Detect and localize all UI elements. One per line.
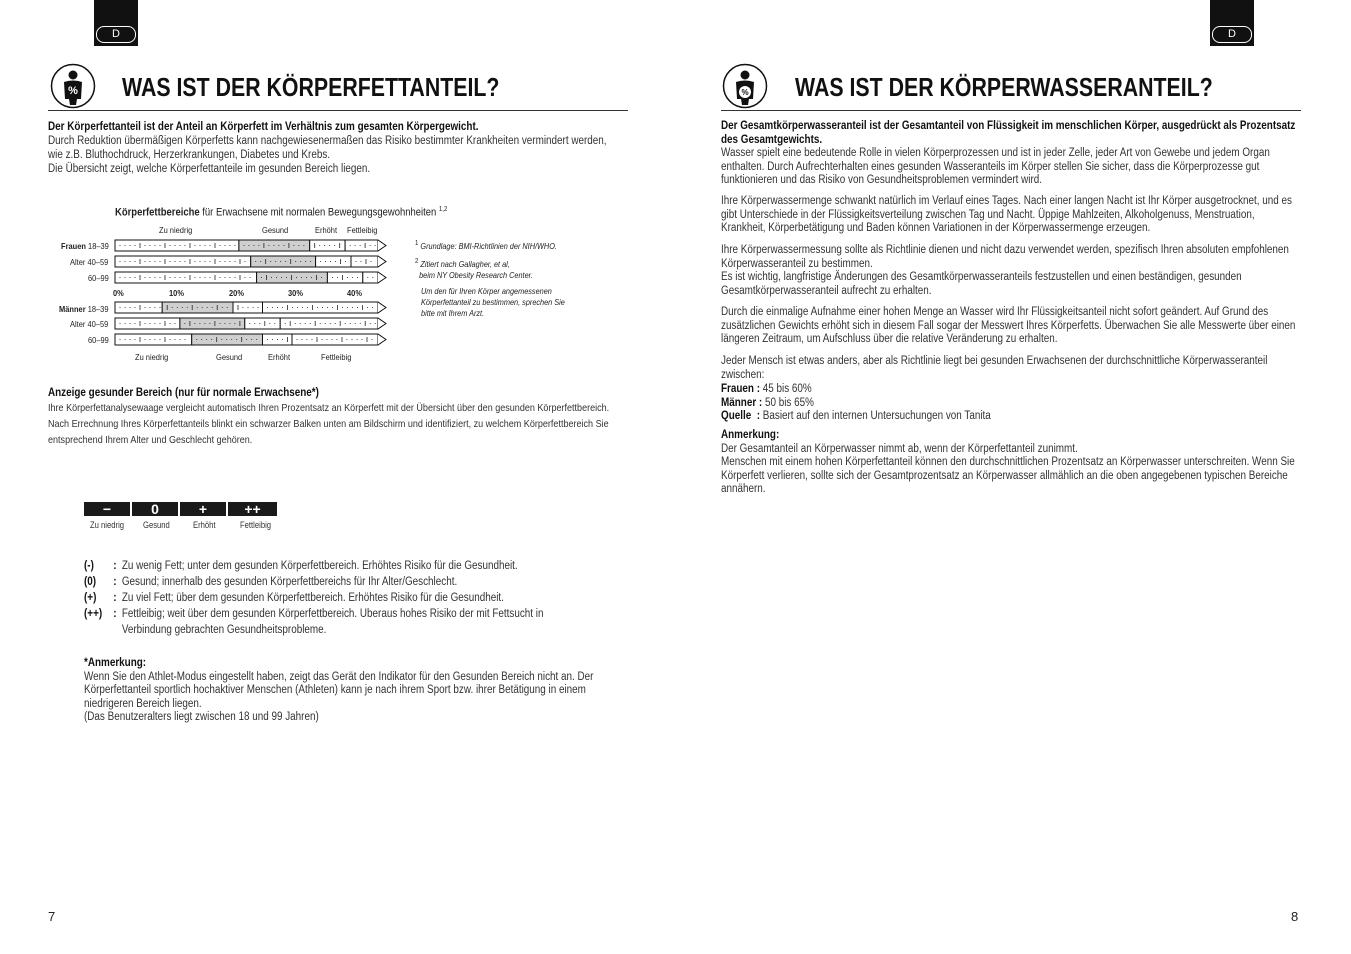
bar-arrow — [378, 272, 386, 283]
water-intro-bold: Der Gesamtkörperwasseranteil ist der Gesamtanteil von Flüssigkeit im menschlichen Körper, ausgedrückt als Prozentsatz des Gesamtgewichts. — [721, 120, 1296, 146]
title-rule — [721, 110, 1301, 111]
language-tab-right — [1210, 0, 1254, 46]
water-note-2: Menschen mit einem hohen Körperfettanteil können den durchschnittlichen Prozentsatz an Körperwasser unterschreiten. Wenn Sie Körperfett verlieren, sollte sich der Gesamtprozentsatz an Körperwasser allmählich an die oben angegebenen typischen Bereiche annähern. — [721, 456, 1295, 495]
language-tab-label: D — [96, 26, 136, 43]
row-age-frauen-18-39: 18–39 — [88, 241, 109, 251]
row-group-maenner: Männer — [59, 304, 86, 314]
definition-key: (+) — [84, 592, 97, 604]
water-p4: Durch die einmalige Aufnahme einer hohen Menge an Wasser wird Ihr Flüssigkeitsanteil nicht sofort geändert. Auf Grund des zusätzlichen Gewichts erhöht sich in diesem Fall sogar der Messwert Ihres Körperfetts. Überwachen Sie alle Messwerte über einen längeren Zeitraum, um Aufschluss über die relative Veränderung zu erhalten. — [721, 306, 1296, 345]
chart-top-label-3: Erhöht — [315, 225, 338, 235]
footnote-2a-text: Zitiert nach Gallagher, et al, — [420, 258, 510, 269]
footnote-1: $^1$ Grundlage: BMI-Richtlinien der NIH/WHO. — [415, 239, 557, 251]
row-group-frauen: Frauen — [61, 241, 86, 251]
intro-bold: Der Körperfettanteil ist der Anteil an Körperfett im Verhältnis zum gesamten Körpergewicht. — [48, 121, 479, 133]
chart-title-sup: 1,2 — [438, 206, 448, 213]
range-key: Männer — [721, 396, 757, 409]
range-value: Basiert auf den internen Untersuchungen von Tanita — [762, 410, 991, 422]
chart-bottom-label-2: Gesund — [216, 352, 243, 362]
chart-top-label-1: Zu niedrig — [159, 225, 193, 235]
row-label-maenner-40-59: Alter 40–59 — [70, 319, 109, 329]
chart-title-bold: Körperfettbereiche — [115, 206, 200, 219]
legend-label-4: Fettleibig — [240, 520, 272, 530]
legend-box-plusplus: ++ — [228, 502, 277, 516]
intro-text-1: Durch Reduktion übermäßigen Körperfetts kann nachgewiesenermaßen das Risiko bestimmter Krankheiten vermindert werden, wie z.B. Bluthochdruck, Herzerkrankungen, Diabetes und Krebs. — [48, 135, 607, 161]
definition-key: (-) — [84, 560, 94, 572]
section-p2: Nach Errechnung Ihres Körperfettanteils blinkt ein schwarzer Balken unten am Bildschirm und identifiziert, zu welchem Körperfettbereich Sie entsprechend Ihrem Alter und Geschlecht gehören. — [48, 418, 609, 446]
legend-box-zero: 0 — [132, 502, 178, 516]
footnote-1-text: Grundlage: BMI-Richtlinien der NIH/WHO. — [420, 240, 557, 251]
definition-plus: (+) : Zu viel Fett; über dem gesunden Körperfettbereich. Erhöhtes Risiko für die Gesundheit. — [84, 592, 504, 604]
intro-text-2: Die Übersicht zeigt, welche Körperfettanteile im gesunden Bereich liegen. — [48, 163, 371, 175]
range-key: Quelle — [721, 410, 752, 422]
water-ranges — [721, 383, 1237, 424]
chart-top-label-2: Gesund — [262, 225, 289, 235]
note-text: Wenn Sie den Athlet-Modus eingestellt haben, zeigt das Gerät den Indikator für den Gesunden Bereich nicht an. Der Körperfettanteil sportlich hochaktiver Menschen (Athleten) kann je nach ihrem Sport bzw. ihrer Betätigung in einem niedrigeren Bereich liegen. — [84, 670, 594, 710]
legend-label-1: Zu niedrig — [90, 520, 125, 530]
axis-tick-20: 20% — [229, 288, 244, 298]
language-tab-label: D — [1212, 26, 1252, 43]
water-p3a: Ihre Körperwassermessung sollte als Richtlinie dienen und nicht dazu verwendet werden, spezifisch Ihren absoluten empfohlenen Körperwasseranteil zu bestimmen. — [721, 244, 1289, 270]
section-heading: Anzeige gesunder Bereich (nur für normale Erwachsene*) — [48, 387, 319, 399]
note-text-2: (Das Benutzeralters liegt zwischen 18 und 99 Jahren) — [84, 711, 319, 723]
definition-text: Gesund; innerhalb des gesunden Körperfettbereichs für Ihr Alter/Geschlecht. — [121, 576, 458, 588]
range-segment — [351, 256, 378, 267]
definition-zero: (0) : Gesund; innerhalb des gesunden Körperfettbereichs für Ihr Alter/Geschlecht. — [84, 576, 458, 588]
range-quelle: Quelle : Basiert auf den internen Untersuchungen von Tanita — [721, 410, 991, 422]
bar-arrow — [378, 240, 386, 251]
page-number-left: 7 — [48, 909, 56, 924]
row-age-maenner-18-39: 18–39 — [87, 304, 109, 314]
legend-label-2: Gesund — [143, 520, 170, 530]
water-p5: Jeder Mensch ist etwas anders, aber als Richtlinie liegt bei gesunden Erwachsenen der durchschnittliche Körperwasseranteil zwischen: — [721, 355, 1268, 381]
section-healthy-range — [48, 386, 620, 448]
legend-box-minus: − — [84, 502, 130, 516]
axis-tick-10: 10% — [169, 288, 184, 298]
note-left — [84, 657, 622, 725]
definition-plusplus: (++) : Fettleibig; weit über dem gesunden Körperfettbereich. Überaus hohes Risiko der mit Fettsucht in Verbindung gebrachten Gesundheitsprobleme. — [84, 608, 544, 636]
footnote-2b-text: beim NY Obesity Research Center. — [419, 269, 533, 280]
chart-title — [115, 206, 447, 219]
note-heading: *Anmerkung: — [84, 657, 147, 669]
title-rule — [48, 110, 628, 111]
bar-arrow — [378, 256, 386, 267]
chart-title-rest: für Erwachsene mit normalen Bewegungsgewohnheiten — [199, 206, 437, 219]
water-intro-text: Wasser spielt eine bedeutende Rolle in vielen Körperprozessen und ist in jeder Zelle, jeder Art von Gewebe und jedem Organ enthalten. Durch Aufrechterhalten eines gesunden Wasseranteils im Körper stellen Sie sicher, dass die Körperprozesse gut funktionieren und das Risiko von Gesundheitsproblemen vermindert wird. — [721, 147, 1270, 186]
page-title: WAS IST DER KÖRPERFETTANTEIL? — [122, 72, 500, 102]
language-tab-left — [94, 0, 138, 46]
definition-text: Zu wenig Fett; unter dem gesunden Körperfettbereich. Erhöhtes Risiko für die Gesundheit. — [121, 560, 518, 572]
row-label-frauen-40-59: Alter 40–59 — [70, 257, 109, 267]
range-segment — [363, 272, 378, 283]
water-intro — [721, 120, 1302, 188]
row-label-frauen-60-99: 60–99 — [88, 273, 109, 283]
page-title: WAS IST DER KÖRPERWASSERANTEIL? — [795, 72, 1213, 102]
water-note-1: Der Gesamtanteil an Körperwasser nimmt ab, wenn der Körperfettanteil zunimmt. — [721, 442, 1078, 455]
intro-paragraph — [48, 120, 620, 176]
footnote-2: $^2$ Zitiert nach Gallagher, et al, beim NY Obesity Research Center. — [415, 257, 533, 280]
definition-minus: (-) : Zu wenig Fett; unter dem gesunden Körperfettbereich. Erhöhtes Risiko für die Gesundheit. — [84, 560, 518, 572]
bar-arrow — [378, 318, 386, 329]
definition-text-cont: Verbindung gebrachten Gesundheitsprobleme. — [121, 624, 327, 636]
page-number-right: 8 — [1291, 909, 1299, 924]
svg-text:%: % — [68, 85, 78, 97]
water-p3b: Es ist wichtig, langfristige Änderungen des Gesamtkörperwasseranteils festzustellen und einen beständigen, gesunden Gesamtkörperwasseranteil aufrecht zu erhalten. — [721, 271, 1242, 297]
definition-key: (0) — [84, 576, 97, 588]
section-p1: Ihre Körperfettanalysewaage vergleicht automatisch Ihren Prozentsatz an Körperfett mit der Übersicht über den gesunden Körperfettbereich. — [48, 402, 610, 414]
row-label-maenner-18-39 — [59, 304, 109, 314]
water-p3 — [721, 244, 1302, 298]
row-label-frauen-18-39 — [61, 241, 109, 251]
range-value: 45 bis 60% — [762, 383, 812, 395]
range-frauen: Frauen : 45 bis 60% — [721, 383, 812, 395]
axis-tick-30: 30% — [288, 288, 303, 298]
range-segment — [263, 302, 379, 313]
definition-text: Fettleibig; weit über dem gesunden Körperfettbereich. Überaus hohes Risiko der mit Fettsucht in — [121, 608, 544, 620]
water-note-heading: Anmerkung: — [721, 429, 780, 441]
water-note — [721, 429, 1302, 497]
chart-bottom-label-1: Zu niedrig — [135, 352, 169, 362]
definition-key: (++) — [84, 608, 103, 620]
svg-text:%: % — [741, 88, 749, 97]
chart-bottom-label-4: Fettleibig — [321, 352, 352, 362]
axis-tick-40: 40% — [347, 288, 362, 298]
row-label-maenner-60-99: 60–99 — [88, 335, 109, 345]
body-fat-icon — [50, 63, 96, 109]
legend-box-plus: + — [180, 502, 226, 516]
bar-arrow — [378, 334, 386, 345]
chart-bottom-label-3: Erhöht — [268, 352, 291, 362]
body-water-icon — [722, 63, 768, 109]
bar-arrow — [378, 302, 386, 313]
range-value: 50 bis 65% — [764, 396, 814, 409]
range-key: Frauen — [721, 383, 754, 395]
range-maenner: Männer : 50 bis 65% — [721, 396, 814, 409]
range-segment — [292, 334, 378, 345]
definition-text: Zu viel Fett; über dem gesunden Körperfettbereich. Erhöhtes Risiko für die Gesundheit. — [121, 592, 504, 604]
legend-label-3: Erhöht — [193, 520, 216, 530]
axis-tick-0: 0% — [113, 288, 124, 298]
water-p2: Ihre Körperwassermenge schwankt natürlich im Verlauf eines Tages. Nach einer langen Nacht ist Ihr Körper ausgetrocknet, und es gibt Unterschiede in der Flüssigkeitsverteilung zwischen Tag und Nacht. Üppige Mahlzeiten, Alkoholgenuss, Menstruation, Krankheit, Körperbetätigung und Baden können Variationen in der Körperwassermenge erzeugen. — [721, 195, 1292, 234]
chart-top-label-4: Fettleibig — [347, 225, 378, 235]
footnote-3: Um den für Ihren Körper angemessenen Körperfettanteil zu bestimmen, sprechen Sie bitte mit Ihrem Arzt. — [421, 286, 565, 318]
